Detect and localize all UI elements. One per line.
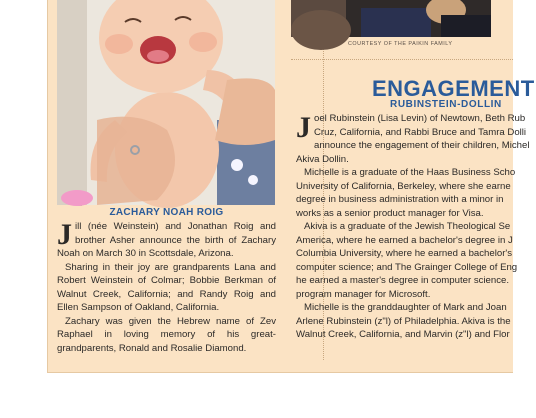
engagement-line: Michelle is the granddaughter of Mark and Joan	[304, 302, 507, 313]
newspaper-page	[47, 0, 535, 373]
engagement-line: computer science; and The Grainger College of Eng	[296, 261, 518, 273]
birth-announcement-body	[57, 220, 276, 355]
engagement-line: oel Rubinstein (Lisa Levin) of Newtown, Beth Rub	[314, 113, 526, 124]
engagement-body	[296, 112, 536, 342]
birth-paragraph-1	[57, 220, 276, 261]
birth-paragraph-1-text: ill (née Weinstein) and Jonathan Roig and brother Asher announce the birth of Zachary Noah on March 30 in Scottsdale, Arizona.	[57, 221, 276, 259]
birth-dropcap: J	[57, 218, 72, 251]
engagement-title: ENGAGEMENT	[372, 76, 535, 101]
engagement-line: America, where he earned a bachelor's degree in J	[296, 234, 513, 246]
engagement-line: Walnut Creek, California, and Marvin (z"l) and Flor	[296, 329, 510, 340]
engagement-dropcap: J	[296, 111, 311, 144]
engagement-line: Akiva Dollin.	[296, 153, 349, 165]
birth-paragraph-2: Sharing in their joy are grandparents Lana and Robert Weinstein of Colmar; Bobbie Berkman of Walnut Creek, California; and Randy Roig and Ellen Sampson of Oakland, California.	[57, 261, 276, 313]
engagement-line: program manager for Microsoft.	[296, 288, 431, 300]
engagement-line: Columbia University, where he earned a bachelor's	[296, 248, 513, 259]
engagement-line: degree in business administration with a minor in	[296, 194, 504, 205]
engagement-line: Michelle is a graduate of the Haas Business Scho	[304, 167, 516, 178]
engagement-line: Arlene Rubinstein (z"l) of Philadelphia. Akiva is the	[296, 315, 511, 327]
photo-credit-right: COURTESY OF THE PAIKIN FAMILY	[348, 41, 453, 47]
birth-announcement	[57, 207, 276, 355]
engagement-line: Cruz, California, and Rabbi Bruce and Tamra Dolli	[314, 126, 527, 138]
birth-paragraph-3: Zachary was given the Hebrew name of Zev Raphael in loving memory of his great-grandparents, Ronald and Rosalie Diamond.	[57, 315, 276, 354]
family-photo	[291, 0, 491, 37]
birth-announcement-title: ZACHARY NOAH ROIG	[109, 207, 224, 218]
engagement-line: Akiva is a graduate of the Jewish Theological Se	[304, 221, 511, 232]
section-rule	[291, 59, 513, 60]
baby-photo	[57, 0, 275, 205]
engagement-line: announce the engagement of their children, Michel	[314, 140, 530, 151]
engagement-subtitle: RUBINSTEIN-DOLLIN	[390, 99, 502, 110]
engagement-line: works as a senior product manager for Visa.	[296, 207, 484, 219]
engagement-line: he earned a master's degree in computer science.	[296, 275, 510, 286]
engagement-announcement	[296, 112, 536, 342]
engagement-line: University of California, Berkeley, where she earne	[296, 180, 511, 192]
